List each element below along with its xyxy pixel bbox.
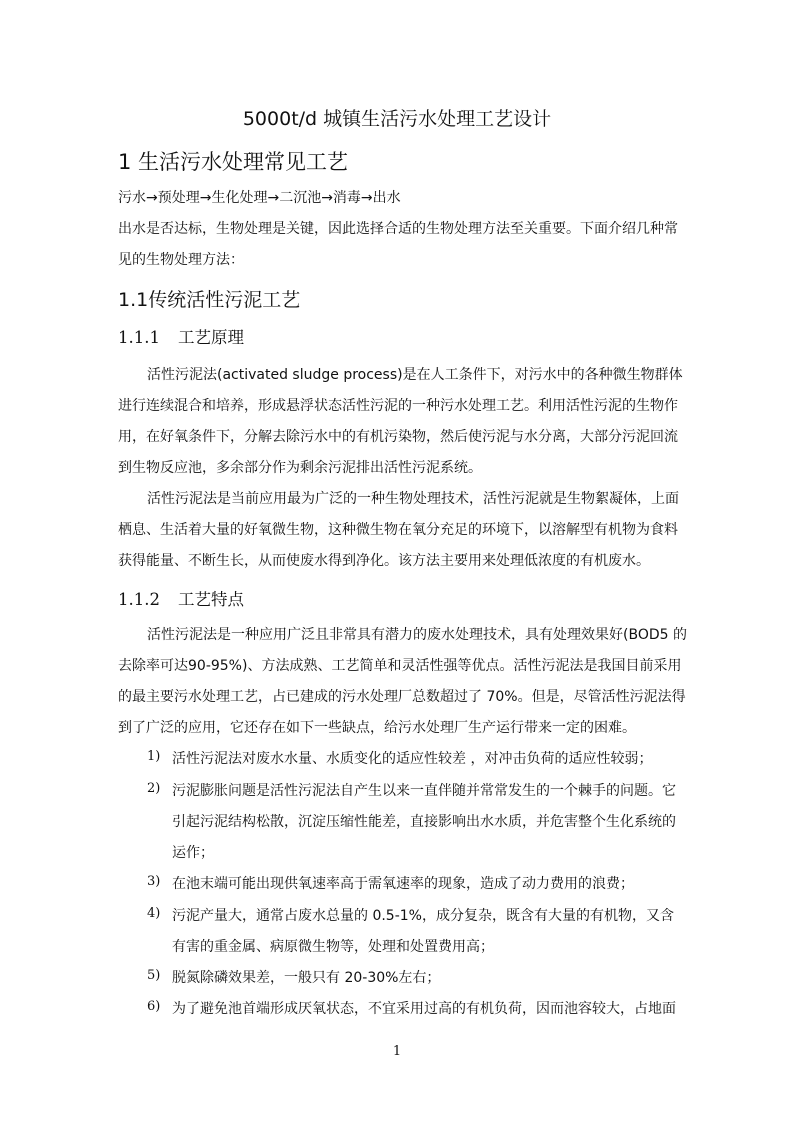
section-heading-1: 1 生活污水处理常见工艺 (118, 150, 349, 174)
intro-line: 出水是否达标，生物处理是关键，因此选择合适的生物处理方法至关重要。下面介绍几种常 (118, 221, 678, 237)
process-flow: 污水→预处理→生化处理→二沉池→消毒→出水 (118, 190, 401, 206)
list-item-line: 引起污泥结构松散，沉淀压缩性能差，直接影响出水水质，并危害整个生化系统的 (172, 814, 676, 830)
list-item-line: 活性污泥法对废水水量、水质变化的适应性较差 ，对冲击负荷的适应性较弱； (172, 751, 653, 767)
section-heading-1-1-2 (118, 586, 244, 610)
section-number: 1.1.1 (118, 328, 160, 347)
section-number: 1.1.2 (118, 590, 160, 609)
page-number: 1 (392, 1044, 402, 1059)
paragraph-line: 用，在好氧条件下，分解去除污水中的有机污染物，然后使污泥与水分离，大部分污泥回流 (118, 429, 678, 445)
section-title: 工艺特点 (177, 590, 244, 609)
paragraph-line: 活性污泥法是一种应用广泛且非常具有潜力的废水处理技术，具有处理效果好(BOD5 的 (147, 627, 687, 643)
paragraph-line: 活性污泥法(activated sludge process)是在人工条件下，对污水中的各种微生物群体 (147, 367, 683, 383)
paragraph-line: 到了广泛的应用，它还存在如下一些缺点，给污水处理厂生产运行带来一定的困难。 (118, 720, 636, 736)
list-number: 4) (147, 906, 161, 921)
list-item-line: 污泥产量大，通常占废水总量的 0.5-1%，成分复杂，既含有大量的有机物，又含 (172, 908, 674, 924)
list-item-line: 污泥膨胀问题是活性污泥法自产生以来一直伴随并常常发生的一个棘手的问题。它 (172, 783, 676, 799)
list-number: 6) (147, 999, 161, 1014)
section-heading-1-1-1 (118, 324, 244, 348)
list-item-line: 运作； (172, 845, 214, 861)
paragraph-line: 获得能量、不断生长，从而使废水得到净化。该方法主要用来处理低浓度的有机废水。 (118, 553, 650, 569)
section-heading-1-1: 1.1传统活性污泥工艺 (118, 289, 301, 311)
paragraph-line: 去除率可达90-95%)、方法成熟、工艺简单和灵活性强等优点。活性污泥法是我国目前采用 (118, 658, 682, 674)
list-number: 5) (147, 968, 161, 983)
paragraph-line: 到生物反应池，多余部分作为剩余污泥排出活性污泥系统。 (118, 460, 482, 476)
list-number: 3) (147, 874, 161, 889)
paragraph-line: 栖息、生活着大量的好氧微生物，这种微生物在氧分充足的环境下，以溶解型有机物为食料 (118, 522, 678, 538)
section-title: 工艺原理 (177, 328, 244, 347)
list-item-line: 有害的重金属、病原微生物等，处理和处置费用高； (172, 939, 494, 955)
list-item-line: 为了避免池首端形成厌氧状态，不宜采用过高的有机负荷，因而池容较大，占地面 (172, 1001, 676, 1017)
list-number: 2) (147, 781, 161, 796)
paragraph-line: 进行连续混合和培养，形成悬浮状态活性污泥的一种污水处理工艺。利用活性污泥的生物作 (118, 398, 678, 414)
document-title: 5000t/d 城镇生活污水处理工艺设计 (242, 108, 552, 130)
intro-line: 见的生物处理方法： (118, 252, 244, 268)
list-number: 1) (147, 749, 161, 764)
paragraph-line: 活性污泥法是当前应用最为广泛的一种生物处理技术，活性污泥就是生物絮凝体，上面 (147, 491, 679, 507)
paragraph-line: 的最主要污水处理工艺，占已建成的污水处理厂总数超过了 70%。但是，尽管活性污泥法得 (118, 689, 686, 705)
list-item-line: 脱氮除磷效果差，一般只有 20-30%左右； (172, 970, 441, 986)
list-item-line: 在池末端可能出现供氧速率高于需氧速率的现象，造成了动力费用的浪费； (172, 876, 634, 892)
